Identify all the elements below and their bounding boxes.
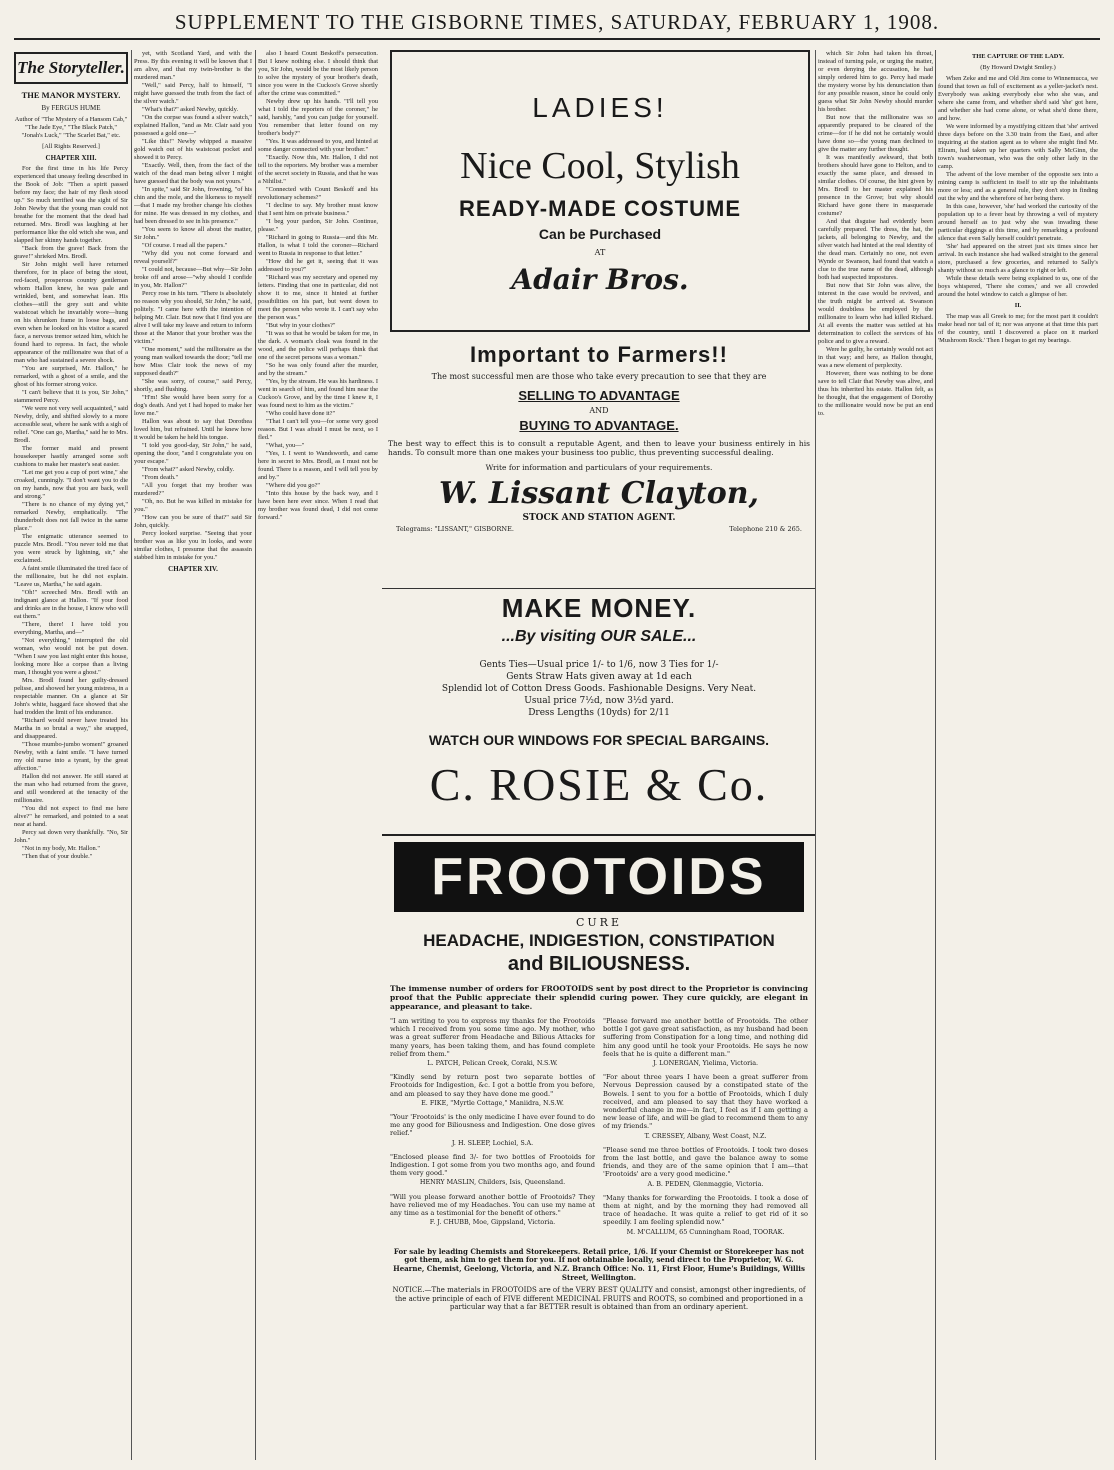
paragraph: "Exactly. Now this, Mr. Hallon, I did not tell to the reporters. My brother was a member of the secret society in Russia, and that he was a Nihilist." bbox=[258, 154, 378, 185]
chapter-heading: CHAPTER XIII. bbox=[45, 154, 97, 162]
testimonial-text: "Please forward me another bottle of Frootoids. The other bottle I got gave great satisfaction, as my husband had been suffering from Constipation for a long time, and nothing did him any good until he took your Frootoids. He says he now feels that he is quite a different man." bbox=[603, 1017, 808, 1058]
ad-write: Write for information and particulars of your requirements. bbox=[485, 463, 713, 472]
paragraph: "Well," said Percy, half to himself, "I might have guessed the truth from the fact of the silver watch." bbox=[134, 82, 252, 105]
clayton-advertisement bbox=[382, 342, 816, 582]
ad-ladies-heading: LADIES! bbox=[532, 92, 668, 123]
testimonial-signature: L. PATCH, Pelican Creek, Coraki, N.S.W. bbox=[427, 1059, 558, 1068]
ad-cure: CURE bbox=[576, 916, 622, 929]
paragraph: "What, you—" bbox=[266, 442, 305, 449]
paragraph: which Sir John had taken his throat, instead of turning pale, or urging the matter, or even denying the accusation, he had simply ordered him to go. Percy had made the mystery worse by his denunciation than for any possible reason, since he could only guess what Sir John Newby should murder his brother. bbox=[818, 50, 933, 113]
column-paragraphs bbox=[258, 50, 378, 522]
testimonial bbox=[390, 1073, 595, 1107]
paragraph: "It was so that he would be taken for me, in the dark. A woman's cloak was found in the wood, and the police will perhaps think that one of the secret persons was a woman." bbox=[258, 330, 378, 361]
ad-line: Dress Lengths (10yds) for 2/11 bbox=[528, 708, 670, 718]
ad-agent-title: STOCK AND STATION AGENT. bbox=[522, 513, 676, 523]
masthead-text: SUPPLEMENT TO THE GISBORNE TIMES, SATURDAY, FEBRUARY 1, 1908. bbox=[174, 10, 940, 34]
paragraph: "From death." bbox=[142, 474, 179, 481]
section-heading: The Storyteller. bbox=[14, 52, 128, 84]
paragraph: But now that the millionaire was so apparently prepared to be cleared of the crime—for if he did not he certainly would have done so—the young man declined to give the matter any further thought. bbox=[818, 114, 933, 153]
testimonial-signature: F. J. CHUBB, Moe, Gippsland, Victoria. bbox=[429, 1218, 556, 1227]
ad-headline: Nice Cool, Stylish bbox=[460, 145, 740, 187]
paragraph: Percy looked surprise. "Seeing that your brother was as like you in looks, and wore similar clothes, I presume that the assassin stabbed him in mistake for you." bbox=[134, 530, 252, 561]
testimonial-signature: T. CRESSEY, Albany, West Coast, N.Z. bbox=[644, 1131, 767, 1140]
testimonial bbox=[603, 1146, 808, 1188]
ad-purchased: Can be Purchased bbox=[538, 226, 662, 242]
ad-costume: READY-MADE COSTUME bbox=[458, 196, 741, 221]
rosie-advertisement bbox=[382, 588, 816, 831]
paragraph: When Zeke and me and Old Jim come to Winnemucca, we found that town as full of excitement as a yeller-jacket's nest. Everybody was asking everybody else who she was, and where she came from, and whether she'd said 'she' got here, and whether she had come alone, or what she'd done there, and how. bbox=[938, 75, 1098, 122]
testimonial-signature: M. M'CALLUM, 65 Cunningham Road, TOORAK. bbox=[626, 1227, 785, 1236]
testimonial bbox=[603, 1194, 808, 1236]
ad-brand: Adair Bros. bbox=[511, 263, 689, 296]
paragraph: "Let me get you a cup of port wine," she croaked, cunningly. "I don't want you to die on my hands, now that you are back, well and strong." bbox=[14, 469, 128, 500]
paragraph: "Oh!" screeched Mrs. Brodl with an indignant glance at Hallon. "If your food and drinks are in the house, I know who will eat them." bbox=[14, 589, 128, 620]
paragraph: Were he guilty, he certainly would not act in that way; and here, as Hallon thought, was a new element of perplexity. bbox=[818, 346, 933, 369]
paragraph: Percy sat down very thankfully. "No, Sir John." bbox=[14, 829, 128, 844]
paragraph: "Like this!" Newby whipped a massive gold watch out of his waistcoat pocket and showed it to Percy. bbox=[134, 138, 252, 161]
testimonial-text: "For about three years I have been a great sufferer from Nervous Depression caused by a constipated state of the Bowels. I sent to you for a bottle of Frootoids, which I duly received, and am pleased to say that they have worked a wonderful change in me—in fact, I feel as if I am getting a new lease of life, and will be glad to recommend them to any of my friends." bbox=[603, 1073, 808, 1131]
testimonial-text: "Many thanks for forwarding the Frootoids. I took a dose of them at night, and by the morning they had removed all trace of headache. It was quite a relief to get rid of it so speedily. I am feeling splendid now." bbox=[603, 1193, 808, 1227]
paragraph: "I decline to say. My brother must know that I sent him on private business." bbox=[258, 202, 378, 217]
ad-buy: BUYING TO ADVANTAGE. bbox=[519, 418, 679, 433]
column-paragraphs bbox=[818, 50, 933, 418]
paragraph: Hallon was about to say that Dorothea loved him, but refrained. Until he knew how it would be taken he held his tongue. bbox=[134, 418, 252, 441]
paragraph: "She was sorry, of course," said Percy, shortly, and flushing. bbox=[134, 378, 252, 393]
paragraph: "Yes, by the stream. He was his hardiness. I went in search of him, and found him near the Cuckoo's Grove, and by the time I knew it, I was found next to him as the victim." bbox=[258, 378, 378, 409]
paragraph: THE CAPTURE OF THE LADY. bbox=[972, 53, 1064, 60]
paragraph: "I can't believe that it is you, Sir John," stammered Percy. bbox=[14, 389, 128, 404]
paragraph: "Where did you go?" bbox=[266, 482, 321, 489]
paragraph: The map was all Greek to me; for the most part it couldn't make head nor tail of it; nor was anyone at that time this part of the country, until I discovered a place on it marked 'Mushroom Rock.' Then I began to get my bearings. bbox=[938, 313, 1098, 344]
paragraph: "Those mumbo-jumbo women!" groaned Newby, with a faint smile. "I have turned my old nurse into a tyrant, by the great affection." bbox=[14, 741, 128, 772]
paragraph: "One moment," said the millionaire as the young man walked towards the door; "tell me how Miss Clair took the news of my supposed death?" bbox=[134, 346, 252, 377]
paragraph: "How can you be sure of that?" said Sir John, quickly. bbox=[134, 514, 252, 529]
paragraph: Hallon did not answer. He still stared at the man who had returned from the grave, and still wondered at the tenacity of the millionaire. bbox=[14, 773, 128, 804]
paragraph: While these details were being explained to us, one of the boys whispered, 'There she comes,' and we all crowded around the hotel window to catch a glimpse of her. bbox=[938, 275, 1098, 298]
testimonial-signature: J. H. SLEEP, Lochiel, S.A. bbox=[451, 1138, 534, 1147]
ad-watch: WATCH OUR WINDOWS FOR SPECIAL BARGAINS. bbox=[428, 732, 770, 748]
paragraph: "Exactly. Well, then, from the fact of the watch of the dead man being silver I might have guessed that the body was not yours." bbox=[134, 162, 252, 185]
paragraph: Newby drew up his hands. "I'll tell you what I told the reporters of the coroner," he said, harshly, "and you can judge for yourself. You remember that letter found on my brother's body?" bbox=[258, 98, 378, 137]
testimonials bbox=[382, 1017, 816, 1242]
testimonial-signature: J. LONERGAN, Yielima, Victoria. bbox=[652, 1059, 759, 1068]
paragraph: And that disguise had evidently been carefully prepared. The dress, the hat, the jackets, all belonging to Newby, and the silver watch had hinted at the real identity of the dead man. Certainly no one, not even Wynde or Swanson, had found that watch a clue to the true name of the dead, although both had suspected impostures. bbox=[818, 218, 933, 281]
testimonial-text: "Kindly send by return post two separate bottles of Frootoids for Indigestion, &c. I got a bottle from you before, and am pleased to say they have done me good." bbox=[390, 1073, 595, 1098]
testimonial-signature: E. FIKE, "Myrtle Cottage," Maniidra, N.S.W. bbox=[421, 1098, 564, 1107]
chapter-heading: CHAPTER XIV. bbox=[168, 565, 218, 573]
paragraph: "Then that of your double." bbox=[22, 853, 93, 860]
testimonial-text: "Please send me three bottles of Frootoids. I took two doses from the last bottle, and gave the balance away to some friends, and they are of the same opinion that I am—that 'Frootoids' are a very good medicine." bbox=[603, 1145, 808, 1179]
paragraph: "Yes, I. I went to Wandsworth, and came here in secret to Mrs. Brodl, as I must not be found. There is a reason, and I will tell you by and by." bbox=[258, 450, 378, 481]
paragraph: "But why in your clothes?" bbox=[266, 322, 336, 329]
paragraph: also I heard Count Beskoff's persecution. But I knew nothing else. I should think that you, Sir John, would be the most likely person to solve the mystery of your brother's death, since you were in the Cuckoo's Grove shortly after the crime was committed." bbox=[258, 50, 378, 97]
paragraph: For the first time in his life Percy experienced that uneasy feeling described in the Book of Job: "Then a spirit passed before my face; the hair of my flesh stood up." So much terrified was the sight of Sir John Newby that the young man could not breathe for the moment that the dead had returned. Mrs. Brodl was laughing at her performance like the old witch she was, and slapped her skinny hands together. bbox=[14, 165, 128, 244]
testimonial bbox=[603, 1073, 808, 1140]
paragraph: "Richard in going to Russia—and this Mr. Hallon, is what I told the coroner—Richard went to Russia in response to that letter." bbox=[258, 234, 378, 257]
paragraph: "Of course. I read all the papers." bbox=[142, 242, 228, 249]
paragraph: "What's that?" asked Newby, quickly. bbox=[142, 106, 239, 113]
ad-visit: ...By visiting OUR SALE... bbox=[501, 628, 697, 645]
ad-telegrams: Telegrams: "LISSANT," GISBORNE. bbox=[396, 525, 514, 533]
paragraph: "You did not expect to find me here alive?" he remarked, and pointed to a seat near at hand. bbox=[14, 805, 128, 828]
paragraph: "I told you good-day, Sir John," he said, opening the door, "and I congratulate you on your escape." bbox=[134, 442, 252, 465]
ad-telephone: Telephone 210 & 265. bbox=[729, 525, 802, 533]
ad-line: Splendid lot of Cotton Dress Goods. Fashionable Designs. Very Neat. bbox=[441, 684, 757, 694]
column-rule bbox=[131, 50, 132, 1460]
paragraph: "Who could have done it?" bbox=[266, 410, 336, 417]
testimonial bbox=[390, 1113, 595, 1147]
paragraph: yet, with Scotland Yard, and with the Press. By this evening it will be known that I am alive, and that my twin-brother is the murdered man." bbox=[134, 50, 252, 81]
paragraph: "That I can't tell you—for some very good reason. But I was afraid I must be next, so I fled." bbox=[258, 418, 378, 441]
adair-advertisement bbox=[390, 50, 810, 332]
paragraph: The former maid and present housekeeper hastily arranged some soft cushions to make her master's seat easier. bbox=[14, 445, 128, 468]
paragraph: "H'm! She would have been sorry for a dog's death. And yet I had hoped to make her love me." bbox=[134, 394, 252, 417]
testimonial-signature: HENRY MASLIN, Childers, Isis, Queensland. bbox=[419, 1178, 566, 1187]
ad-contact bbox=[382, 525, 816, 533]
ad-brand: C. ROSIE & Co. bbox=[429, 759, 769, 810]
story-credit: Author of "The Mystery of a Hansom Cab," "The Jade Eye," "The Black Patch," "Jonah's Luck," "The Scarlet Bat," etc. bbox=[14, 116, 128, 139]
paragraph: 'She' had appeared on the street just six times since her arrival. In each instance she had walked straight to the general store, purchased a few groceries, and returned to Sally's shanty without so much as a glance to right or left. bbox=[938, 243, 1098, 274]
paragraph: "So he was only found after the murder, and by the stream." bbox=[258, 362, 378, 377]
testimonial-text: "Your 'Frootoids' is the only medicine I have ever found to do me any good for Biliousness and Indigestion. One dose gives relief." bbox=[390, 1113, 595, 1138]
ad-line: Usual price 7½d, now 3½d yard. bbox=[524, 696, 674, 706]
testimonial bbox=[390, 1193, 595, 1227]
ad-line: Gents Straw Hats given away at 1d each bbox=[506, 672, 692, 682]
ad-headline: MAKE MONEY. bbox=[501, 593, 697, 623]
story-byline: By FERGUS HUME bbox=[41, 104, 101, 112]
story-column-7 bbox=[818, 50, 933, 1460]
ad-ailments-2: and BILIOUSNESS. bbox=[507, 953, 691, 975]
column-paragraphs bbox=[938, 53, 1098, 345]
paragraph: "You seem to know all about the matter, Sir John." bbox=[134, 226, 252, 241]
testimonial-text: "Enclosed please find 3/- for two bottles of Frootoids for Indigestion. I got some from you two months ago, and found them very good." bbox=[390, 1152, 595, 1178]
ad-sell: SELLING TO ADVANTAGE bbox=[518, 388, 680, 403]
column-paragraphs bbox=[134, 50, 252, 562]
testimonial bbox=[603, 1017, 808, 1067]
column-paragraphs bbox=[14, 165, 128, 861]
testimonials-right bbox=[603, 1017, 808, 1242]
ad-line: Gents Ties—Usual price 1/- to 1/6, now 3 Ties for 1/- bbox=[479, 660, 719, 670]
frootoids-advertisement bbox=[382, 834, 816, 1462]
ad-body: The best way to effect this is to consult a reputable Agent, and then to leave your business entirely in his hands. To consult more than one makes your business too public, thus preventing successful dealing. bbox=[388, 439, 810, 457]
paragraph: "Back from the grave! Back from the grave!" shrieked Mrs. Brodl. bbox=[14, 245, 128, 260]
testimonial-text: "I am writing to you to express my thanks for the Frootoids which I received from you some time ago. My mother, who was a great sufferer from Headache and Bilious Attacks for many years, has been taking them, and has found complete relief from them." bbox=[390, 1017, 595, 1058]
paragraph: "Richard would never have treated his Martha in so brutal a way," she snapped, and disappeared. bbox=[14, 717, 128, 740]
paragraph: But now that Sir John was alive, the interest in the case would be revived, and the truth might be arrived at. Swanson would doubtless be employed by the millionaire to learn who had killed Richard. At all events the matter was settled at his determination to collect the services of his police and to give a reward. bbox=[818, 282, 933, 345]
paragraph: "How did he get it, seeing that it was addressed to you?" bbox=[258, 258, 378, 273]
paragraph: "There is no chance of my dying yet," remarked Newby, emphatically. "The thunderbolt does not fall twice in the same place." bbox=[14, 501, 128, 532]
ad-intro: The immense number of orders for FROOTOIDS sent by post direct to the Proprietor is convincing proof that the Public appreciate their splendid curing power. They cure quickly, are elegant in appearance, and pleasant to take. bbox=[390, 984, 808, 1011]
ad-at: AT bbox=[594, 248, 606, 257]
paragraph: "There, there! I have told you everything, Martha, and—" bbox=[14, 621, 128, 636]
paragraph: "Oh, no. But he was killed in mistake for you." bbox=[134, 498, 252, 513]
ad-agent-name: W. Lissant Clayton, bbox=[439, 476, 759, 511]
paragraph: Percy rose in his turn. "There is absolutely no reason why you should, Sir John," he said, politely. "I came here with the intention of helping Mr. Clair. But now that I find you are alive I will take my leave and return to inform those at the Manor that your brother was the victim." bbox=[134, 290, 252, 345]
paragraph: "You are surprised, Mr. Hallon," he remarked, with a ghost of a smile, and the ghost of his former strong voice. bbox=[14, 365, 128, 388]
paragraph: "Richard was my secretary and opened my letters. Finding that one in particular, did not show it to me, since it hinted at further possibilities on his part, but went down to meet the person who wrote it. I can't say who the person was." bbox=[258, 274, 378, 321]
story-rights: [All Rights Reserved.] bbox=[42, 143, 100, 150]
paragraph: We were informed by a mystifying citizen that 'she' arrived three days before on the 3.30 train from the East, and after inquiring at the station agent as to where she might find Mr. Eliram, had taken up her quarters with Sally McGinn, the town's washerwoman, who was the only other lady in the camp. bbox=[938, 123, 1098, 170]
story-column-2 bbox=[134, 50, 252, 1460]
ad-footer: For sale by leading Chemists and Storekeepers. Retail price, 1/6. If your Chemist or Storekeeper has not got them, ask him to get them for you. If not obtainable locally, send direct to the Proprietor, W. G. Hearne, Chemist, Geelong, Victoria, and N.Z. Branch Office: No. 11, First Floor, Hume's Buildings, Willis Street, Wellington. bbox=[393, 1246, 805, 1282]
ad-ailments: HEADACHE, INDIGESTION, CONSTIPATION bbox=[423, 931, 775, 950]
paragraph: "Into this house by the back way, and I have been here ever since. When I read that my brother was found dead, I did not come forward." bbox=[258, 490, 378, 521]
ad-and: AND bbox=[589, 406, 609, 415]
column-rule bbox=[255, 50, 256, 1460]
paragraph: However, there was nothing to be done save to tell Clair that Newby was alive, and thus his inherited his estate. Hallon felt, as he thought, that the engagement of Dorothy to the millionaire would now be put an end to. bbox=[818, 370, 933, 417]
testimonial bbox=[390, 1153, 595, 1187]
ad-headline: Important to Farmers!! bbox=[470, 342, 728, 367]
testimonial-signature: A. B. PEDEN, Glenmaggie, Victoria. bbox=[647, 1179, 764, 1188]
masthead bbox=[0, 0, 1114, 44]
paragraph: A faint smile illuminated the tired face of the millionaire, but he did not explain. "Leave us, Martha," he said again. bbox=[14, 565, 128, 588]
paragraph: "On the corpse was found a silver watch," explained Hallon, "and as Mr. Clair said you possessed a gold one—" bbox=[134, 114, 252, 137]
story-title: THE MANOR MYSTERY. bbox=[21, 90, 121, 100]
ad-notice: NOTICE.—The materials in FROOTOIDS are of the VERY BEST QUALITY and consist, amongst other ingredients, of the active principle of each of FIVE different MEDICINAL FRUITS and ROOTS, so combined and proportioned in a particular way that a far BETTER result is obtained than from an ordinary aperient. bbox=[392, 1286, 806, 1312]
paragraph: "Yes. It was addressed to you, and hinted at some danger connected with your brother." bbox=[258, 138, 378, 153]
story-column-1 bbox=[14, 50, 128, 1460]
paragraph: II. bbox=[1014, 302, 1022, 309]
paragraph: "All you forget that my brother was murdered?" bbox=[134, 482, 252, 497]
column-rule bbox=[815, 50, 816, 1460]
ad-brand: FROOTOIDS bbox=[394, 842, 804, 912]
paragraph: In this case, however, 'she' had worked the curiosity of the population up to a fever heat by throwing a veil of mystery around herself as to just why she was invading these particular diggings at this time, and by remarking a profound silence that even Sally herself couldn't penetrate. bbox=[938, 203, 1098, 242]
testimonial-text: "Will you please forward another bottle of Frootoids? They have relieved me of my Headaches. You can use my name at any time as a testimonial for the benefit of others." bbox=[390, 1192, 595, 1218]
paragraph: Sir John might well have returned therefore, for in place of being the stout, red-faced, prosperous country gentleman whom Hallon knew, he was pale and wrinkled, bent, and somewhat lean. His clothes—still the grey suit and white waistcoat which he invariably wore—hung on his shrunken frame in loose bags, and even when he looked on his visitor a scared face, a nervous tremor seized him, which he found hard to repress. In fact, the whole appearance of the millionaire was that of a man who had sustained a severe shock. bbox=[14, 261, 128, 364]
advertisement-area bbox=[382, 50, 816, 1460]
story-column-3 bbox=[258, 50, 378, 1460]
paragraph: "Why did you not come forward and reveal yourself?" bbox=[134, 250, 252, 265]
paragraph: The advent of the love member of the opposite sex into a mining camp is sufficient in itself to stir up the inhabitants more or less; and as a general rule, they don't stop in finding out the why and the wherefore of her being there. bbox=[938, 171, 1098, 202]
paragraph: "I could not, because—But why—Sir John broke off and arose—"why should I confide in you, Mr. Hallon?" bbox=[134, 266, 252, 289]
testimonial bbox=[390, 1017, 595, 1067]
paragraph: "Not everything," interrupted the old woman, who would not be put down. "When I saw you last night enter this house, looking more like a corpse than a living man, I thought you were a ghost." bbox=[14, 637, 128, 676]
paragraph: It was manifestly awkward, that both brothers should have gone to Helton, and to exactly the same place, and dressed in similar clothes. Of course, the hint given by Mrs. Brodl to her master explained his presence in the Grove; but why should Richard have gone there in masquerade costume? bbox=[818, 154, 933, 217]
paragraph: "Not in my body, Mr. Hallon." bbox=[22, 845, 100, 852]
paragraph: "We were not very well acquainted," said Newby, drily, and shifted slowly to a more accessible seat, where he sank with a sigh of relief. "One can go, Martha," said he to Mrs. Brodl. bbox=[14, 405, 128, 444]
paragraph: (By Howard Dwight Smiley.) bbox=[980, 64, 1056, 71]
paragraph: The enigmatic utterance seemed to puzzle Mrs. Brodl. "You never told me that you were struck by lightning, sir," she exclaimed. bbox=[14, 533, 128, 564]
story-column-8 bbox=[938, 50, 1098, 1460]
paragraph: "In spite," said Sir John, frowning, "of his chin and the mole, and the likeness to myself—that I made my brother change his clothes for mine. He was dressed in my clothes, and had been dressed to see in his presence." bbox=[134, 186, 252, 225]
paragraph: "Connected with Count Beskoff and his revolutionary schemes?" bbox=[258, 186, 378, 201]
paragraph: "I beg your pardon, Sir John. Continue, please." bbox=[258, 218, 378, 233]
paragraph: Mrs. Brodl found her guilty-dressed pelisse, and showed her young mistress, in a respectable manner. On a glance at Sir John's white, haggard face showed that she had trodden the limit of his endurance. bbox=[14, 677, 128, 716]
paragraph: "From what?" asked Newby, coldly. bbox=[142, 466, 235, 473]
ad-intro: The most successful men are those who take every precaution to see that they are bbox=[431, 372, 767, 381]
testimonials-left bbox=[390, 1017, 595, 1242]
masthead-rule bbox=[14, 38, 1100, 40]
column-rule bbox=[935, 50, 936, 1460]
